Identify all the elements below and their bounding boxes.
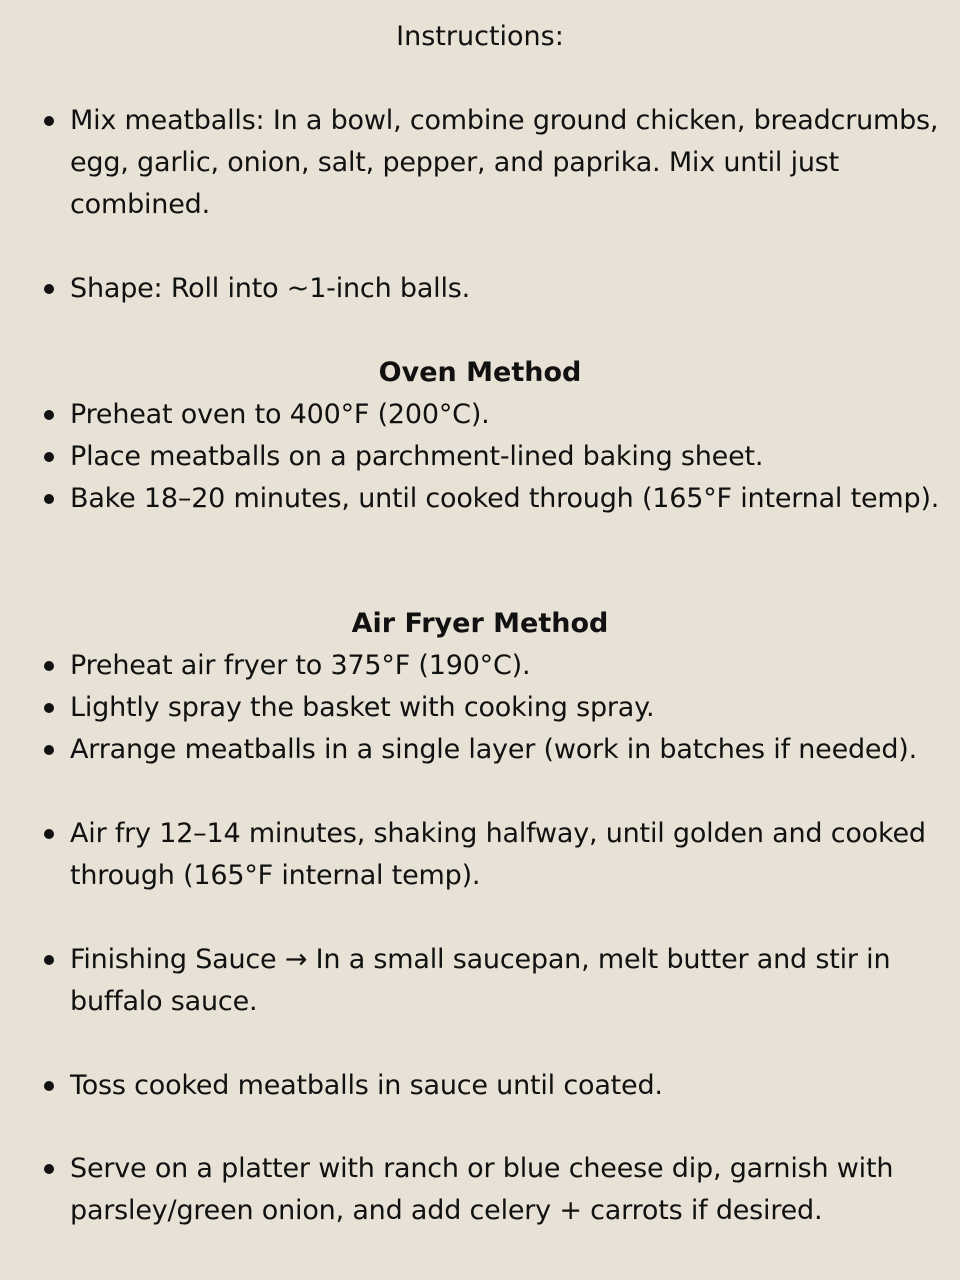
bullet-icon: [44, 1081, 54, 1091]
list-item-oven-bake: [70, 478, 950, 520]
bullet-icon: [44, 494, 54, 504]
list-item-mix: [70, 100, 950, 226]
air-fryer-method-heading: Air Fryer Method: [351, 608, 609, 639]
bullet-icon: [44, 410, 54, 420]
step-text: Mix meatballs: In a bowl, combine ground chicken, breadcrumbs, egg, garlic, onion, salt, pepper, and paprika. Mix until just combined.: [70, 105, 939, 220]
list-item-sauce: [70, 939, 950, 1023]
step-text: Shape: Roll into ~1-inch balls.: [70, 273, 471, 304]
step-text: Place meatballs on a parchment-lined baking sheet.: [70, 441, 764, 472]
oven-method-heading: Oven Method: [378, 357, 582, 388]
list-item-air-arrange: [70, 729, 950, 771]
step-text: Serve on a platter with ranch or blue cheese dip, garnish with parsley/green onion, and add celery + carrots if desired.: [70, 1153, 894, 1226]
step-text: Finishing Sauce → In a small saucepan, melt butter and stir in buffalo sauce.: [70, 944, 891, 1017]
bullet-icon: [44, 955, 54, 965]
step-text: Lightly spray the basket with cooking spray.: [70, 692, 655, 723]
step-text: Air fry 12–14 minutes, shaking halfway, until golden and cooked through (165°F internal temp).: [70, 818, 926, 891]
list-item-oven-place: [70, 436, 950, 478]
list-item-air-fry: [70, 813, 950, 897]
bullet-icon: [44, 1164, 54, 1174]
page-title: Instructions:: [396, 21, 564, 52]
list-item-serve: [70, 1148, 950, 1232]
list-item-toss: [70, 1065, 950, 1107]
list-item-oven-preheat: [70, 394, 950, 436]
step-text: Bake 18–20 minutes, until cooked through (165°F internal temp).: [70, 483, 940, 514]
bullet-icon: [44, 829, 54, 839]
list-item-shape: [70, 268, 950, 310]
list-item-air-spray: [70, 687, 950, 729]
bullet-icon: [44, 116, 54, 126]
bullet-icon: [44, 452, 54, 462]
bullet-icon: [44, 745, 54, 755]
step-text: Toss cooked meatballs in sauce until coated.: [70, 1070, 663, 1101]
bullet-icon: [44, 284, 54, 294]
step-text: Preheat air fryer to 375°F (190°C).: [70, 650, 531, 681]
step-text: Arrange meatballs in a single layer (work in batches if needed).: [70, 734, 917, 765]
list-item-air-preheat: [70, 645, 950, 687]
bullet-icon: [44, 703, 54, 713]
step-text: Preheat oven to 400°F (200°C).: [70, 399, 490, 430]
bullet-icon: [44, 661, 54, 671]
